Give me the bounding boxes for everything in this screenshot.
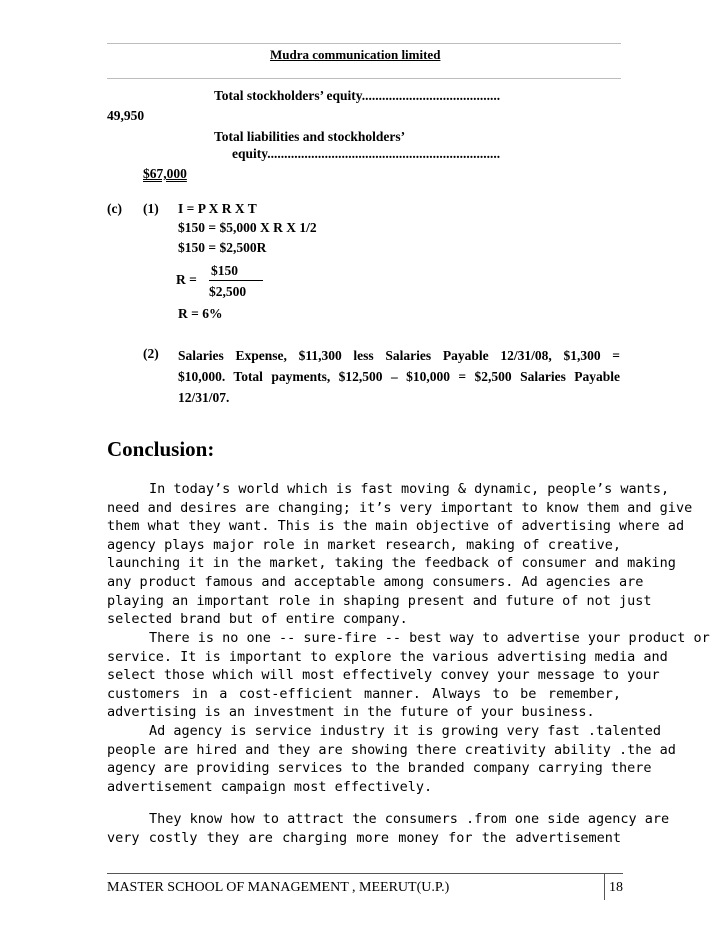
header-top-rule [107, 43, 621, 44]
rate-result: R = 6% [178, 306, 223, 321]
item-2-label: (2) [143, 346, 159, 361]
conclusion-paragraph-2 [107, 629, 710, 722]
fraction-numerator: $150 [211, 263, 238, 278]
paragraph-line: any product famous and acceptable among consumers. Ad agencies are [107, 573, 644, 590]
formula-line: $150 = $2,500R [178, 240, 267, 255]
equity-value: 49,950 [107, 108, 145, 123]
liabilities-label-line2: equity..................................................................... [232, 146, 501, 161]
liabilities-label-line1: Total liabilities and stockholders’ [214, 129, 406, 144]
footer-school-name: MASTER SCHOOL OF MANAGEMENT , MEERUT(U.P.) [107, 880, 450, 895]
item-2-text [178, 345, 620, 408]
part-c-label: (c) [107, 201, 122, 216]
footer-rule [107, 873, 623, 874]
footer-divider [604, 874, 605, 900]
item-1-label: (1) [143, 201, 159, 216]
paragraph-line: need and desires are changing; it’s very important to know them and give [107, 499, 693, 516]
conclusion-paragraph-1 [107, 480, 693, 629]
paragraph-line: There is no one -- sure-fire -- best way to advertise your product or [149, 630, 710, 646]
paragraph-line: They know how to attract the consumers .from one side agency are [149, 811, 670, 827]
conclusion-heading: Conclusion: [107, 437, 215, 461]
paragraph-line: people are hired and they are showing there creativity ability .the ad [107, 741, 676, 758]
paragraph-line: launching it in the market, taking the feedback of consumer and making [107, 555, 676, 572]
paragraph-line: agency plays major role in market research, making of creative, [107, 536, 621, 553]
fraction-bar [209, 280, 263, 281]
paragraph-line: advertising is an investment in the future of your business. [107, 704, 595, 721]
liabilities-value: $67,000 [143, 166, 187, 181]
equity-label: Total stockholders’ equity......................................... [214, 88, 501, 103]
conclusion-paragraph-3 [107, 722, 676, 796]
page-header-title: Mudra communication limited [270, 47, 441, 62]
item-2-line: 12/31/07. [178, 390, 230, 405]
paragraph-line: them what they want. This is the main objective of advertising where ad [107, 518, 685, 535]
paragraph-line: playing an important role in shaping present and future of not just [107, 592, 652, 609]
paragraph-line: service. It is important to explore the various advertising media and [107, 648, 668, 665]
item-2-line: Salaries Expense, $11,300 less Salaries Payable 12/31/08, $1,300 = [178, 348, 620, 363]
paragraph-line: advertisement campaign most effectively. [107, 778, 433, 795]
fraction-lhs: R = [176, 272, 197, 287]
paragraph-line: Ad agency is service industry it is growing very fast .talented [149, 723, 662, 739]
paragraph-line: In today’s world which is fast moving & dynamic, people’s wants, [149, 481, 670, 497]
formula-line: I = P X R X T [178, 201, 257, 216]
paragraph-line: selected brand but of entire company. [107, 611, 408, 628]
paragraph-line: customers in a cost-efficient manner. Always to be remember, [107, 685, 621, 702]
paragraph-line: very costly they are charging more money for the advertisement [107, 829, 621, 846]
conclusion-paragraph-4 [107, 810, 670, 847]
paragraph-line: agency are providing services to the branded company carrying there [107, 760, 652, 777]
page-number: 18 [609, 880, 623, 895]
header-bottom-rule [107, 78, 621, 79]
fraction-denominator: $2,500 [209, 284, 247, 299]
formula-line: $150 = $5,000 X R X 1/2 [178, 220, 317, 235]
item-2-line: $10,000. Total payments, $12,500 – $10,000 = $2,500 Salaries Payable [178, 369, 620, 384]
paragraph-line: select those which will most effectively convey your message to your [107, 667, 660, 684]
